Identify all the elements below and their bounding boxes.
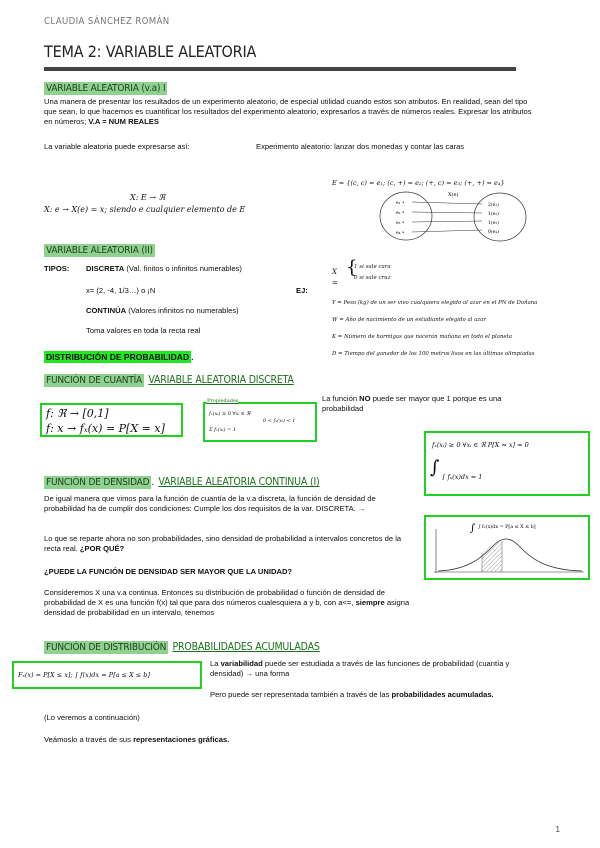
ej-example: W = Año de nacimiento de un estudiante elegido al azar xyxy=(332,317,486,323)
paragraph-text: La xyxy=(210,659,219,668)
diagram-right-label: 0(e₄) xyxy=(488,230,499,235)
cuantia-formula: f: x → fₓ(x) = P[X = x] xyxy=(46,422,165,435)
density-property: fₓ(xᵢ) ≥ 0 ∀xᵢ ∈ ℜ P[X = x] = 0 xyxy=(432,441,529,449)
experiment-description: Experimento aleatorio: lanzar dos monedas y contar las caras xyxy=(256,142,465,151)
distribucion-formula-box xyxy=(12,661,202,689)
paragraph-text: Veámoslo a través de sus xyxy=(44,735,131,744)
expression-intro: La variable aleatoria puede expresarse así: xyxy=(44,142,190,151)
author-name: CLAUDIA SÁNCHEZ ROMÁN xyxy=(44,16,170,27)
formula-mapping-1: X: E → ℜ xyxy=(130,193,166,202)
discreta-desc: (Val. finitos o infinitos numerables) xyxy=(126,264,242,273)
diagram-right-label: 2(e₁) xyxy=(488,203,499,208)
discreta-example: x= (2, -4, 1/3…) o ¡N xyxy=(86,286,156,295)
paragraph-bold: siempre xyxy=(355,598,385,607)
properties-box xyxy=(203,398,317,442)
paragraph-text: puede ser estudiada a través de las funciones de probabilidad (cuantía y densidad) → una forma xyxy=(210,659,510,678)
property-line: Σ fₓ(xᵢ) = 1 xyxy=(209,427,237,433)
mapping-diagram xyxy=(378,188,528,244)
distribucion-formula: Fₓ(x) = P[X ≤ x]; ∫ f(x)dx = P[a ≤ X ≤ b] xyxy=(18,671,150,679)
diagram-left-label: e₂ • xyxy=(396,211,405,216)
paragraph-bold: probabilidades acumuladas. xyxy=(391,690,494,699)
density-curve-figure xyxy=(426,517,588,578)
diagram-top-label: X(e) xyxy=(448,192,459,198)
title-divider xyxy=(44,67,516,71)
paragraph-bold: V.A = NUM REALES xyxy=(88,117,159,126)
diagram-left-label: e₁ • xyxy=(396,201,405,206)
property-line: fₓ(xᵢ) ≥ 0 ∀xᵢ ∈ ℜ xyxy=(209,411,251,417)
ej-example: K = Número de hormigas que nacerán mañana en todo el planeta xyxy=(332,334,512,340)
paragraph-text: Una manera de presentar los resultados de un experimento aleatorio, de especial utilidad cuando estos son atributos. En realidad, sean del tipo que sean, lo que hacemos es cuantificar los resultados del experimento aleatorio, expresarlos a través de números reales. Expresar los atributos en números; xyxy=(44,97,532,126)
ej-examples xyxy=(332,295,538,363)
tipos-label: TIPOS: xyxy=(44,264,70,273)
cuantia-link[interactable]: VARIABLE ALEATORIA DISCRETA xyxy=(148,374,294,386)
densidad-paragraph-1: De igual manera que vimos para la función de cuantía de la v.a discreta, la función de densidad de probabilidad ha de cumplir dos condiciones: Cumple los dos requisitos de la var. DISCRETA. → xyxy=(44,494,376,513)
distribucion-heading xyxy=(44,635,320,654)
distribucion-paragraph-2 xyxy=(210,690,540,700)
curve-formula: ∫ fₓ(x)dx = P[a ≤ X ≤ b] xyxy=(478,525,536,530)
distribution-heading-text: DISTRIBUCIÓN DE PROBABILIDAD xyxy=(46,352,190,362)
note-bold: NO xyxy=(359,394,371,403)
ej-case: 1 si sale cara xyxy=(354,264,391,270)
diagram-left-label: e₃ • xyxy=(396,221,405,226)
continua-example: Toma valores en toda la recta real xyxy=(86,326,201,335)
densidad-question: ¿PUEDE LA FUNCIÓN DE DENSIDAD SER MAYOR QUE LA UNIDAD? xyxy=(44,567,293,576)
densidad-heading: FUNCIÓN DE DENSIDAD . VARIABLE ALEATORIA CONTINUA (I) xyxy=(46,476,320,488)
paragraph-bold: representaciones gráficas. xyxy=(133,735,230,744)
distribucion-link[interactable]: PROBABILIDADES ACUMULADAS xyxy=(172,641,320,653)
diagram-right-label: 1(e₃) xyxy=(488,221,499,226)
density-properties-box: fₓ(xᵢ) ≥ 0 ∀xᵢ ∈ ℜ P[X = x] = 0 ∫ ∫ fₓ(x)dx = 1 xyxy=(424,431,590,496)
note-text: La función xyxy=(322,394,358,403)
ej-example: Y = Peso (kg) de un ser vivo cualquiera elegido al azar en el PN de Doñana xyxy=(332,300,538,306)
continua-line xyxy=(86,306,239,316)
distribucion-label: FUNCIÓN DE DISTRIBUCIÓN xyxy=(46,642,167,653)
section-heading-va2 xyxy=(44,238,155,257)
note-text: puede ser mayor que 1 porque es una probabilidad xyxy=(322,394,502,413)
sample-space-formula: E = {(c, c) = e₁; (c, +) = e₂; (+, c) = e₃; (+, +) = e₄} xyxy=(332,179,505,187)
section-heading-va1 xyxy=(44,76,167,95)
distribucion-paragraph-3: (Lo veremos a continuación) xyxy=(44,713,140,722)
distribucion-paragraph-4 xyxy=(44,735,229,745)
discreta-label: DISCRETA xyxy=(86,264,125,273)
density-property: ∫ fₓ(x)dx = 1 xyxy=(442,473,483,481)
ej-case: 0 si sale cruz xyxy=(354,275,391,281)
continua-desc: (Valores infinitos no numerables) xyxy=(128,306,239,315)
property-line: 0 < fₓ(xᵢ) < 1 xyxy=(263,418,296,424)
cuantia-heading xyxy=(44,368,294,387)
diagram-right-label: 1(e₂) xyxy=(488,212,499,217)
paragraph-bold: ¿POR QUÉ? xyxy=(79,544,125,553)
ej-label: EJ: xyxy=(296,286,308,295)
formula-mapping-2: X: e → X(e) = x; siendo e cualquier elemento de E xyxy=(44,205,246,214)
page-number: 1 xyxy=(555,825,560,834)
paragraph-text: Lo que se reparte ahora no son probabilidades, sino densidad de probabilidad a intervalos concretos de la recta real. xyxy=(44,534,402,553)
cuantia-formula: f: ℜ → [0,1] xyxy=(46,407,109,420)
densidad-link[interactable]: VARIABLE ALEATORIA CONTINUA (I) xyxy=(158,476,320,488)
densidad-label: FUNCIÓN DE DENSIDAD xyxy=(46,477,150,488)
density-curve-box xyxy=(424,515,590,580)
cuantia-label: FUNCIÓN DE CUANTÍA xyxy=(46,375,143,386)
properties-title: Propiedades xyxy=(207,398,239,404)
distribucion-paragraph-1 xyxy=(210,659,530,679)
cuantia-formula-box xyxy=(40,403,183,437)
paragraph-text: Consideremos X una v.a continua. Entonces su distribución de probabilidad o función de densidad de probabilidad de X es una función f(x) tal que para dos números cualesquiera a y b, con a<=, xyxy=(44,588,385,607)
ej-example: D = Tiempo del ganador de los 100 metros lisos en las últimas olimpiadas xyxy=(332,351,535,357)
paragraph-text: Pero puede ser representada también a través de las xyxy=(210,690,390,699)
discreta-line xyxy=(86,264,242,274)
section-label: VARIABLE ALEATORIA (II) xyxy=(46,245,153,256)
densidad-paragraph-2 xyxy=(44,534,414,554)
densidad-paragraph-3 xyxy=(44,588,414,618)
paragraph-text: asigna densidad de probabilidad en un intervalo, tenemos xyxy=(44,598,410,617)
diagram-left-label: e₄ • xyxy=(396,231,405,236)
page-title: TEMA 2: VARIABLE ALEATORIA xyxy=(44,42,257,61)
continua-label: CONTINÚA xyxy=(86,306,127,315)
curve-integral-sign: ∫ xyxy=(470,523,476,534)
paragraph-bold: variabilidad xyxy=(220,659,263,668)
section-label: VARIABLE ALEATORIA (v.a) I xyxy=(46,83,166,94)
section1-paragraph xyxy=(44,97,534,127)
distribution-heading: DISTRIBUCIÓN DE PROBABILIDAD . xyxy=(46,352,194,362)
cuantia-note xyxy=(322,394,522,414)
